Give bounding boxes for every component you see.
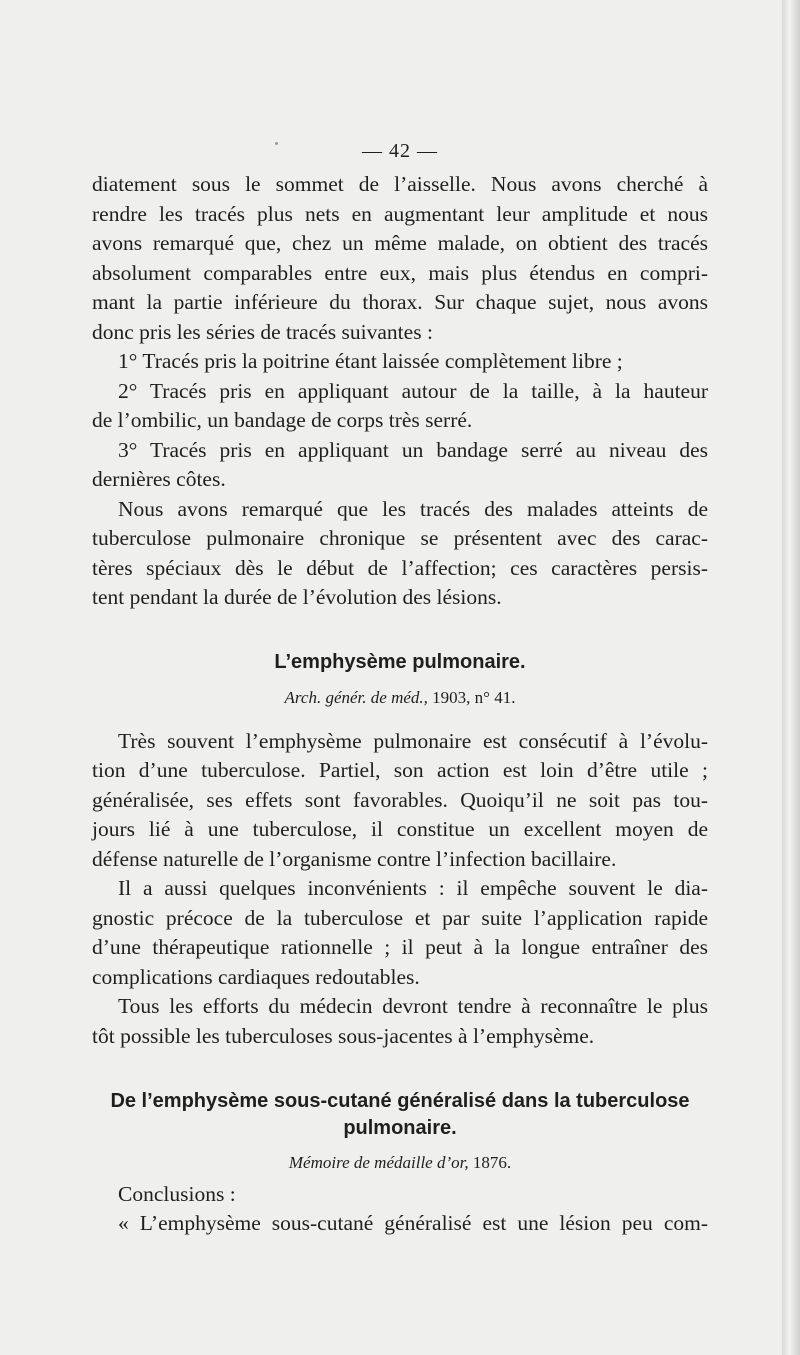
list-item-2-cont: de l’ombilic, un bandage de corps très serré. [92, 408, 473, 432]
citation-source: Mémoire de médaille d’or, [288, 1153, 469, 1172]
list-item-3-cont: dernières côtes. [92, 467, 226, 491]
text-line: Tous les efforts du médecin devront tendre à reconnaître le plus [118, 994, 708, 1018]
citation-emphysema [92, 683, 708, 713]
heading-line: De l’emphysème sous-cutané généralisé dans la tuberculose [110, 1090, 690, 1112]
citation-source: Arch. génér. de méd., [284, 688, 428, 707]
text-line: donc pris les séries de tracés suivantes : [92, 319, 433, 344]
text-line: tères spéciaux dès le début de l’affection; ces caractères persis- [92, 555, 708, 580]
text-line: complications cardiaques redoutables. [92, 964, 420, 989]
text-line: jours lié à une tuberculose, il constitue un excellent moyen de [92, 817, 708, 841]
quote-line: « L’emphysème sous-cutané généralisé est une lésion peu com- [118, 1211, 708, 1235]
text-line: diatement sous le sommet de l’aisselle. Nous avons cherché à [92, 172, 708, 196]
text-line: Il a aussi quelques inconvénients : il empêche souvent le dia- [118, 876, 708, 900]
list-item-2: 2° Tracés pris en appliquant autour de la taille, à la hauteur [118, 378, 708, 403]
text-line: tôt possible les tuberculoses sous-jacentes à l’emphysème. [92, 1023, 595, 1048]
text-line: avons remarqué que, chez un même malade, on obtient des tracés [92, 231, 708, 255]
text-line: défense naturelle de l’organisme contre l’infection bacillaire. [92, 846, 617, 871]
citation-subcutaneous [92, 1148, 708, 1178]
section-heading-subcutaneous [92, 1088, 708, 1142]
text-line: tion d’une tuberculose. Partiel, son action est loin d’être utile ; [92, 758, 708, 782]
text-line: Nous avons remarqué que les tracés des malades atteints de [118, 496, 708, 521]
text-line: rendre les tracés plus nets en augmentant leur amplitude et nous [92, 201, 708, 226]
page-edge [782, 0, 800, 1355]
page-number: — 42 — [362, 140, 438, 162]
conclusions-label: Conclusions : [118, 1181, 236, 1206]
text-line: tuberculose pulmonaire chronique se présentent avec des carac- [92, 526, 708, 550]
text-line: d’une thérapeutique rationnelle ; il peut à la longue entraîner des [92, 935, 708, 959]
citation-details: 1876. [468, 1153, 512, 1172]
text-line: gnostic précoce de la tuberculose et par suite l’application rapide [92, 905, 708, 930]
section-heading-emphysema: L’emphysème pulmonaire. [274, 650, 526, 673]
text-line: tent pendant la durée de l’évolution des lésions. [92, 585, 502, 609]
citation-details: 1903, n° 41. [427, 688, 516, 707]
text-line: Très souvent l’emphysème pulmonaire est consécutif à l’évolu- [118, 728, 708, 753]
text-line: généralisée, ses effets sont favorables. Quoiqu’il ne soit pas tou- [92, 787, 708, 812]
heading-line: pulmonaire. [343, 1117, 457, 1139]
list-item-1: 1° Tracés pris la poitrine étant laissée complètement libre ; [118, 349, 623, 373]
text-line: mant la partie inférieure du thorax. Sur chaque sujet, nous avons [92, 290, 708, 314]
list-item-3: 3° Tracés pris en appliquant un bandage serré au niveau des [118, 437, 708, 462]
text-line: absolument comparables entre eux, mais plus étendus en compri- [92, 260, 708, 285]
body-text [92, 170, 708, 1239]
